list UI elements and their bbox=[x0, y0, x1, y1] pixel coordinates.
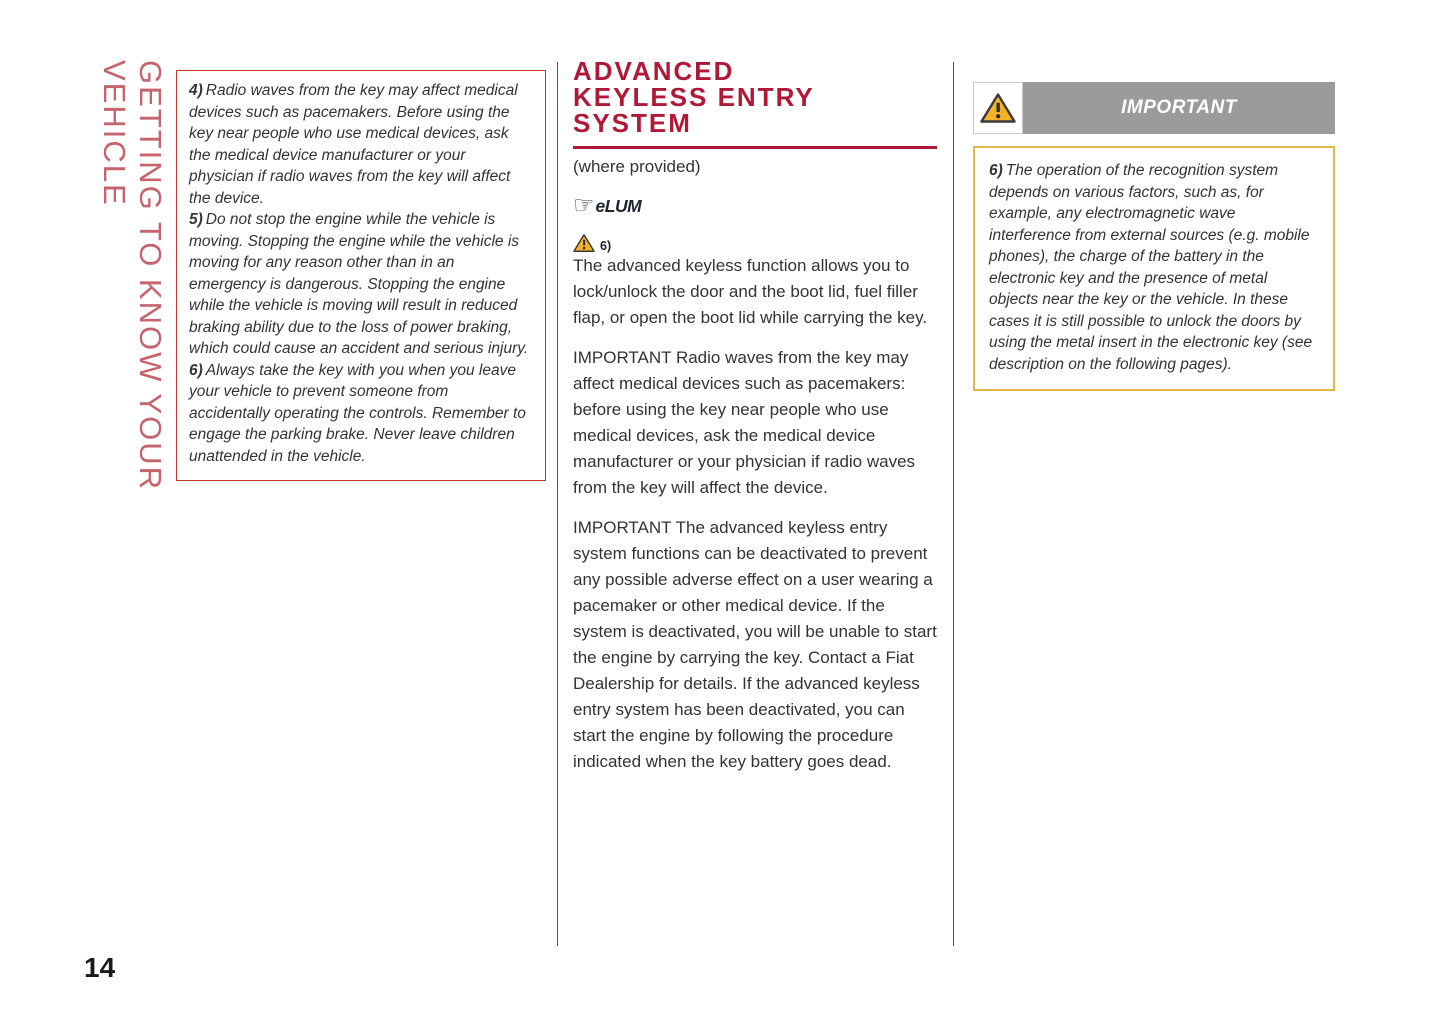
warning-item bbox=[189, 360, 533, 468]
warning-reference-row bbox=[573, 231, 937, 253]
section-subtitle: (where provided) bbox=[573, 157, 701, 176]
note-number: 6) bbox=[989, 162, 1003, 179]
important-note bbox=[989, 160, 1319, 375]
warnings-column bbox=[176, 70, 546, 481]
pointing-hand-icon: ☞ bbox=[573, 192, 595, 219]
warning-number: 4) bbox=[189, 82, 203, 99]
warning-number: 5) bbox=[189, 211, 203, 228]
important-note-box bbox=[973, 146, 1335, 391]
body-paragraph: IMPORTANT Radio waves from the key may affect medical devices such as pacemakers: before using the key near people who use medical devices, ask the medical device manufacturer or your physician if radio waves from the key will affect the device. bbox=[573, 348, 916, 497]
warning-triangle-icon bbox=[973, 82, 1023, 134]
warning-text: Radio waves from the key may affect medical devices such as pacemakers. Before using the key near people who use medical devices, ask the medical device manufacturer or your physician if radio waves from the key will affect the device. bbox=[189, 82, 518, 207]
title-underline bbox=[573, 146, 937, 149]
section-title bbox=[573, 58, 937, 136]
warning-text: Do not stop the engine while the vehicle is moving. Stopping the engine while the vehicle is moving for any reason other than in an emergency is dangerous. Stopping the engine while the vehicle is moving will result in reduced braking ability due to the loss of power braking, which could cause an accident and serious injury. bbox=[189, 211, 529, 357]
section-title-line: KEYLESS ENTRY bbox=[573, 82, 815, 112]
important-column bbox=[973, 82, 1335, 391]
warnings-box bbox=[176, 70, 546, 481]
main-article bbox=[573, 58, 937, 775]
section-title-line: SYSTEM bbox=[573, 108, 692, 138]
column-divider bbox=[557, 62, 558, 946]
column-divider bbox=[953, 62, 954, 946]
warning-triangle-icon bbox=[573, 233, 595, 253]
version-marker: eLUM bbox=[595, 195, 642, 216]
warning-item bbox=[189, 209, 533, 360]
warning-reference-number: 6) bbox=[600, 239, 612, 253]
chapter-ribbon: GETTING TO KNOW YOUR VEHICLE bbox=[97, 60, 168, 491]
important-header bbox=[973, 82, 1335, 134]
body-paragraph: The advanced keyless function allows you to lock/unlock the door and the boot lid, fuel filler flap, or open the boot lid while carrying the key. bbox=[573, 256, 928, 327]
important-title: IMPORTANT bbox=[1121, 97, 1237, 118]
warning-text: Always take the key with you when you leave your vehicle to prevent someone from accidentally operating the controls. Remember to engage the parking brake. Never leave children unattended in the vehicle. bbox=[189, 361, 526, 465]
version-marker-row bbox=[573, 193, 937, 219]
body-paragraph: IMPORTANT The advanced keyless entry system functions can be deactivated to prevent any possible adverse effect on a user wearing a pacemaker or other medical device. If the system is deactivated, you will be unable to start the engine by carrying the key. Contact a Fiat Dealership for details. If the advanced keyless entry system has been deactivated, you can start the engine by following the procedure indicated when the key battery goes dead. bbox=[573, 518, 937, 771]
warning-number: 6) bbox=[189, 361, 203, 379]
page-number: 14 bbox=[84, 952, 116, 983]
section-title-line: ADVANCED bbox=[573, 56, 735, 86]
warning-item bbox=[189, 80, 533, 209]
note-text: The operation of the recognition system depends on various factors, such as, for example, any electromagnetic wave interference from external sources (e.g. mobile phones), the charge of the battery in the electronic key and the presence of metal objects near the key or the vehicle. In these cases it is still possible to unlock the doors by using the metal insert in the electronic key (see description on the following pages). bbox=[989, 162, 1313, 373]
